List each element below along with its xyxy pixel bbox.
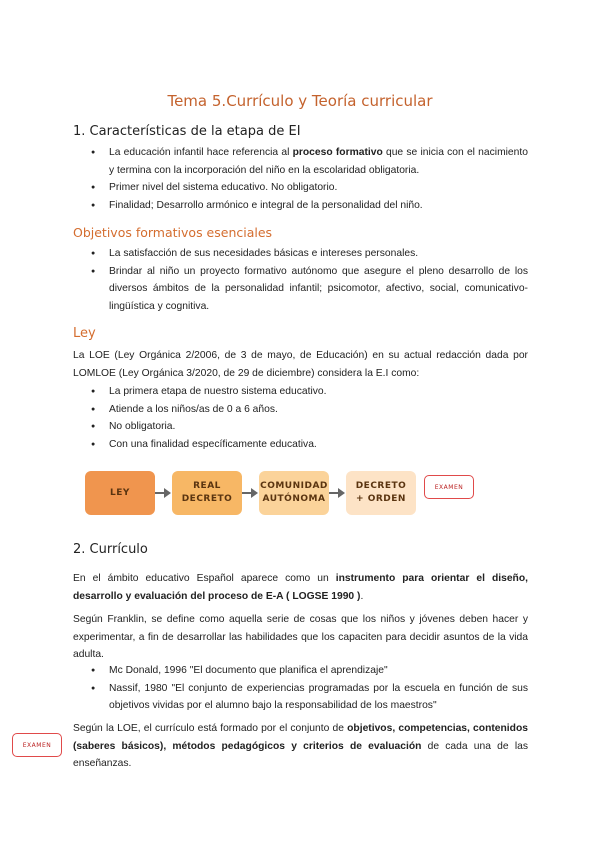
flow-box-decreto-orden: DECRETO + ORDEN	[346, 471, 416, 515]
flow-box-ley: LEY	[85, 471, 155, 515]
list-item: ● Nassif, 1980 "El conjunto de experiencias programadas por la escuela en función de sus objetivos vividas por el alumno bajo la responsabilidad de los maestros"	[91, 680, 528, 715]
list-item: ● Mc Donald, 1996 "El documento que planifica el aprendizaje"	[91, 662, 528, 680]
ley-heading: Ley	[73, 326, 96, 341]
list-item: ● Con una finalidad específicamente educativa.	[91, 436, 528, 454]
curriculo-paragraph-3: Según la LOE, el currículo está formado por el conjunto de objetivos, competencias, contenidos (saberes básicos), métodos pedagógicos y criterios de evaluación de cada una de las enseñanzas.	[73, 723, 528, 769]
section-2-heading: 2. Currículo	[73, 542, 148, 557]
arrow-icon	[155, 492, 169, 494]
examen-tag: EXAMEN	[424, 475, 474, 499]
list-item: ● Primer nivel del sistema educativo. No obligatorio.	[91, 179, 528, 197]
list-item: ● Finalidad; Desarrollo armónico e integral de la personalidad del niño.	[91, 197, 528, 215]
list-item: ● Brindar al niño un proyecto formativo autónomo que asegure el pleno desarrollo de los diversos ámbitos de la personalidad infantil; psicomotor, afectivo, social, comunicativo-lingüística y cognitiva.	[91, 263, 528, 316]
arrow-icon	[329, 492, 343, 494]
list-item: ● No obligatoria.	[91, 418, 528, 436]
list-item: ● La satisfacción de sus necesidades básicas e intereses personales.	[91, 245, 528, 263]
flow-box-real-decreto: REAL DECRETO	[172, 471, 242, 515]
list-item: ● La primera etapa de nuestro sistema educativo.	[91, 383, 528, 401]
curriculo-paragraph-2: Según Franklin, se define como aquella serie de cosas que los niños y jóvenes deben hacer y experimentar, a fin de desarrollar las habilidades que los capaciten para decidir asuntos de la vida adulta.	[73, 614, 528, 660]
page-title: Tema 5.Currículo y Teoría curricular	[167, 92, 433, 110]
examen-tag: EXAMEN	[12, 733, 62, 757]
curriculo-list	[91, 662, 528, 715]
objetivos-heading: Objetivos formativos esenciales	[73, 225, 273, 240]
list-item: ● Atiende a los niños/as de 0 a 6 años.	[91, 401, 528, 419]
list-item: ● La educación infantil hace referencia al proceso formativo que se inicia con el nacimiento y termina con la incorporación del niño en la escolaridad obligatoria.	[91, 144, 528, 179]
ley-paragraph: La LOE (Ley Orgánica 2/2006, de 3 de mayo, de Educación) en su actual redacción dada por LOMLOE (Ley Orgánica 3/2020, de 29 de diciembre) considera la E.I como:	[73, 350, 528, 379]
section-1-heading: 1. Características de la etapa de EI	[73, 124, 301, 139]
objetivos-list	[91, 245, 528, 315]
ley-list	[91, 383, 528, 453]
flow-box-comunidad-autonoma: COMUNIDAD AUTÓNOMA	[259, 471, 329, 515]
arrow-icon	[242, 492, 256, 494]
section-1-list	[91, 144, 528, 214]
curriculo-paragraph-1: En el ámbito educativo Español aparece como un instrumento para orientar el diseño, desarrollo y evaluación del proceso de E-A ( LOGSE 1990 ).	[73, 573, 528, 602]
